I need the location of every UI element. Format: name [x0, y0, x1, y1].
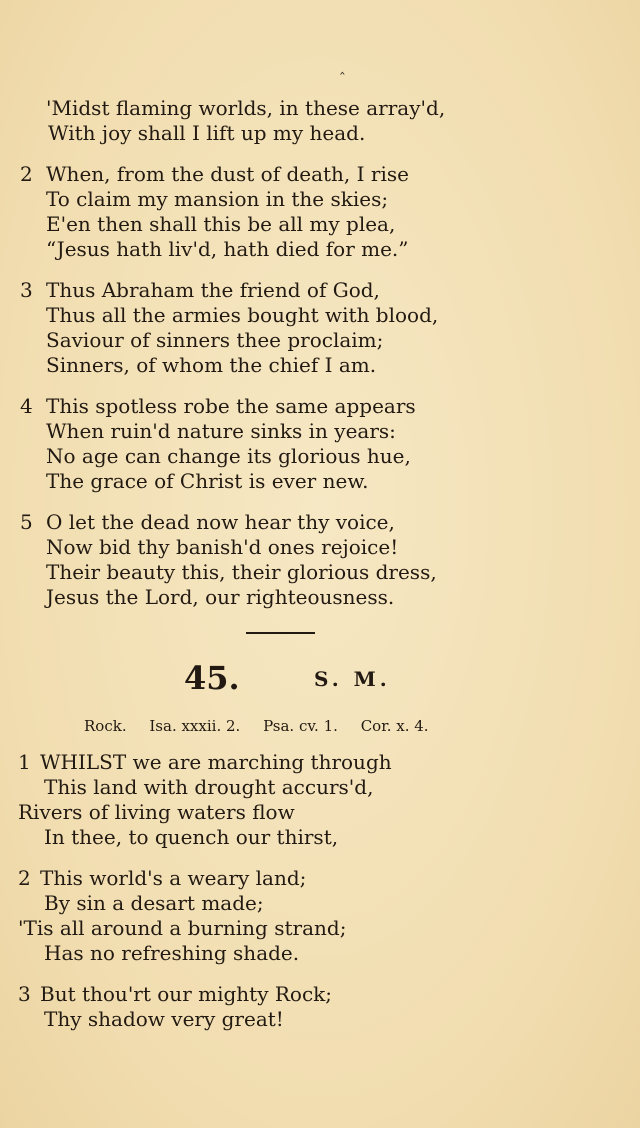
verse-line: Sinners, of whom the chief I am.	[46, 353, 377, 377]
verse-fragment	[0, 96, 640, 146]
verse-line: Their beauty this, their glorious dress,	[46, 560, 437, 584]
hymn44-verse-2	[0, 162, 640, 262]
verse-line: No age can change its glorious hue,	[46, 444, 411, 468]
verse-number: 3	[20, 278, 33, 302]
verse-line: Now bid thy banish'd ones rejoice!	[46, 535, 399, 559]
verse-line: “Jesus hath liv'd, hath died for me.”	[46, 237, 409, 261]
verse-line: The grace of Christ is ever new.	[46, 469, 369, 493]
hymn45-verse-2	[0, 866, 640, 966]
verse-line: Jesus the Lord, our righteousness.	[46, 585, 395, 609]
verse-line: To claim my mansion in the skies;	[46, 187, 389, 211]
verse-line: By sin a desart made;	[44, 891, 264, 915]
hymn45-verse-1	[0, 750, 640, 850]
reference: Cor. x. 4.	[360, 717, 429, 735]
verse-line: When ruin'd nature sinks in years:	[46, 419, 396, 443]
scripture-references	[84, 716, 640, 736]
verse-line: Has no refreshing shade.	[44, 941, 300, 965]
verse-line: In thee, to quench our thirst,	[44, 825, 339, 849]
verse-number: 4	[20, 394, 33, 418]
verse-number: 5	[20, 510, 33, 534]
verse-line: Thus all the armies bought with blood,	[46, 303, 439, 327]
verse-line: This spotless robe the same appears	[46, 394, 416, 418]
hymn-header	[0, 658, 640, 698]
verse-line: Thy shadow very great!	[44, 1007, 284, 1031]
verse-line: When, from the dust of death, I rise	[46, 162, 409, 186]
verse-line: O let the dead now hear thy voice,	[46, 510, 395, 534]
verse-line: But thou'rt our mighty Rock;	[40, 982, 333, 1006]
hymn44-verse-4	[0, 394, 640, 494]
verse-line: 'Tis all around a burning strand;	[18, 916, 347, 940]
verse-number: 3	[18, 982, 31, 1006]
verse-line: E'en then shall this be all my plea,	[46, 212, 396, 236]
verse-line: Saviour of sinners thee proclaim;	[46, 328, 384, 352]
hymn44-verse-5	[0, 510, 640, 610]
verse-line: WHILST we are marching through	[40, 750, 392, 774]
verse-line: Thus Abraham the friend of God,	[46, 278, 380, 302]
verse-line: Rivers of living waters flow	[18, 800, 295, 824]
hymn-meter: S. M.	[314, 667, 391, 691]
hymn45-verse-3	[0, 982, 640, 1032]
reference: Isa. xxxii. 2.	[149, 717, 241, 735]
verse-number: 1	[18, 750, 31, 774]
verse-line: With joy shall I lift up my head.	[48, 121, 366, 145]
page-mark: ‸	[340, 59, 345, 75]
reference: Psa. cv. 1.	[263, 717, 338, 735]
hymn-number: 45.	[184, 659, 240, 697]
verse-line: 'Midst flaming worlds, in these array'd,	[46, 96, 446, 120]
section-divider	[246, 632, 315, 634]
verse-number: 2	[18, 866, 31, 890]
verse-line: This land with drought accurs'd,	[44, 775, 374, 799]
verse-line: This world's a weary land;	[40, 866, 307, 890]
verse-number: 2	[20, 162, 33, 186]
hymn44-verse-3	[0, 278, 640, 378]
reference-topic: Rock.	[84, 717, 127, 735]
